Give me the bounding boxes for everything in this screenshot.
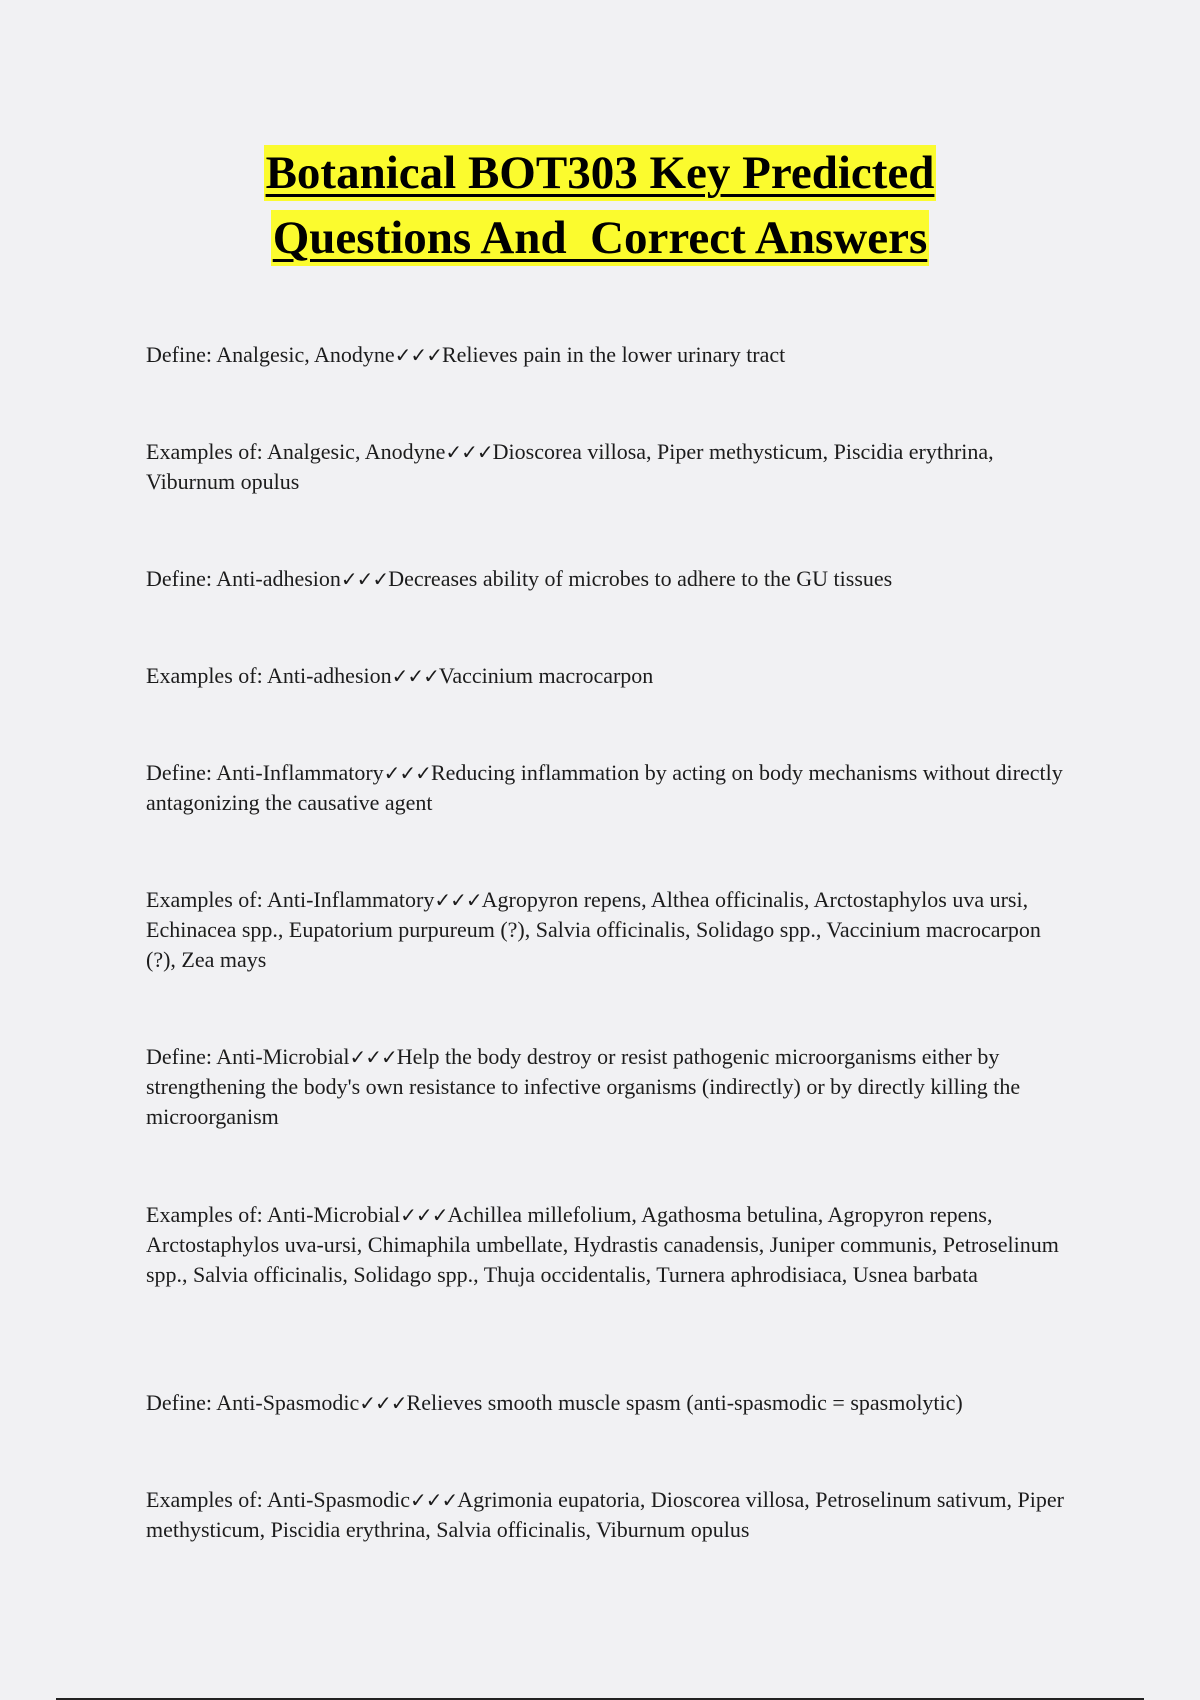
qa-item (146, 1200, 1066, 1290)
qa-answer: Relieves pain in the lower urinary tract (441, 342, 786, 367)
qa-item (146, 437, 1066, 497)
check-marks: ✓✓✓ (400, 1203, 448, 1227)
qa-prompt: Examples of: Anti-Microbial (146, 1202, 401, 1227)
qa-prompt: Define: Analgesic, Anodyne (146, 342, 395, 367)
qa-prompt: Examples of: Anti-adhesion (146, 663, 392, 688)
title-line-1: Botanical BOT303 Key Predicted (265, 147, 935, 199)
title-line-2: Questions And Correct Answers (272, 212, 928, 264)
qa-answer: Agropyron repens, Althea officinalis, Arctostaphylos uva ursi, Echinacea spp., Eupatorium purpureum (?), Salvia officinalis, Solidago spp., Vaccinium macrocarpon (?), Zea mays (146, 887, 1041, 972)
check-marks: ✓✓✓ (391, 664, 439, 688)
qa-item (146, 661, 1066, 691)
qa-item (146, 340, 1066, 370)
qa-answer: Help the body destroy or resist pathogenic microorganisms either by strengthening the body's own resistance to infective organisms (indirectly) or by directly killing the microorganism (146, 1044, 1021, 1129)
check-marks: ✓✓✓ (445, 440, 493, 464)
qa-prompt: Define: Anti-Inflammatory (146, 760, 384, 785)
check-marks: ✓✓✓ (394, 343, 442, 367)
check-marks: ✓✓✓ (409, 1488, 458, 1512)
qa-answer: Vaccinium macrocarpon (438, 663, 654, 688)
document-title (0, 145, 1200, 275)
qa-prompt: Examples of: Anti-Inflammatory (146, 887, 435, 912)
qa-answer: Decreases ability of microbes to adhere to the GU tissues (388, 566, 893, 591)
check-marks: ✓✓✓ (340, 567, 389, 591)
qa-answer: Achillea millefolium, Agathosma betulina, Agropyron repens, Arctostaphylos uva-ursi, Chimaphila umbellate, Hydrastis canadensis, Juniper communis, Petroselinum spp., Salvia officinalis, Solidago spp., Thuja occidentalis, Turnera aphrodisiaca, Usnea barbata (146, 1202, 1059, 1287)
qa-answer: Dioscorea villosa, Piper methysticum, Piscidia erythrina, Viburnum opulus (146, 439, 994, 494)
qa-item (146, 1042, 1066, 1132)
qa-item (146, 758, 1066, 818)
qa-prompt: Examples of: Anti-Spasmodic (146, 1487, 410, 1512)
qa-answer: Relieves smooth muscle spasm (anti-spasmodic = spasmolytic) (406, 1390, 963, 1415)
check-marks: ✓✓✓ (383, 761, 431, 785)
qa-item (146, 1485, 1066, 1545)
qa-prompt: Define: Anti-adhesion (146, 566, 341, 591)
qa-answer: Reducing inflammation by acting on body mechanisms without directly antagonizing the causative agent (146, 760, 1063, 815)
qa-prompt: Define: Anti-Microbial (146, 1044, 350, 1069)
qa-item (146, 1388, 1066, 1418)
qa-answer: Agrimonia eupatoria, Dioscorea villosa, Petroselinum sativum, Piper methysticum, Piscidia erythrina, Salvia officinalis, Viburnum opulus (146, 1487, 1064, 1542)
qa-item (146, 564, 1066, 594)
qa-prompt: Examples of: Analgesic, Anodyne (146, 439, 446, 464)
check-marks: ✓✓✓ (434, 888, 482, 912)
qa-item (146, 885, 1066, 975)
qa-prompt: Define: Anti-Spasmodic (146, 1390, 360, 1415)
check-marks: ✓✓✓ (349, 1045, 397, 1069)
check-marks: ✓✓✓ (359, 1391, 407, 1415)
